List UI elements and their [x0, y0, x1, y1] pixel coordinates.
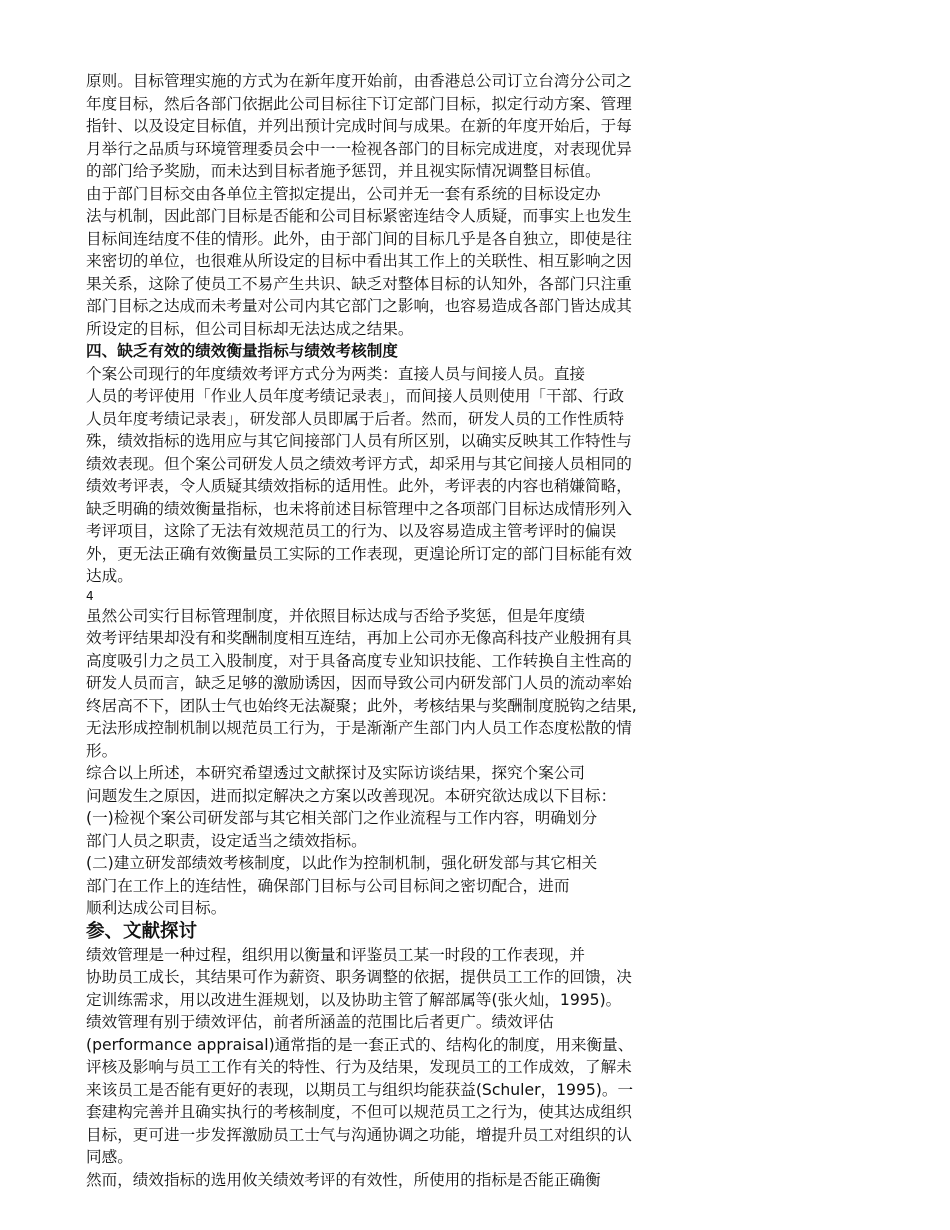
text-line: 绩效考评表，令人质疑其绩效指标的适用性。此外，考评表的内容也稍嫌简略，: [86, 477, 632, 495]
text-line: 法与机制，因此部门目标是否能和公司目标紧密连结令人质疑，而事实上也发生: [86, 207, 632, 225]
text-line: 定训练需求，用以改进生涯规划，以及协助主管了解部属等(张火灿，1995)。: [86, 990, 622, 1009]
text-line: 绩效表现。但个案公司研发人员之绩效考评方式，却采用与其它间接人员相同的: [86, 454, 632, 473]
text-line: 殊，绩效指标的选用应与其它间接部门人员有所区别，以确实反映其工作特性与: [86, 432, 632, 450]
text-line: 原则。目标管理实施的方式为在新年度开始前，由香港总公司订立台湾分公司之: [86, 72, 632, 90]
text-line: 高度吸引力之员工入股制度，对于具备高度专业知识技能、工作转换自主性高的: [86, 651, 632, 670]
text-line: 同感。: [86, 1148, 133, 1166]
chapter-heading: 参、文献探讨: [86, 920, 198, 942]
text-line: 无法形成控制机制以规范员工行为，于是渐渐产生部门内人员工作态度松散的情: [86, 719, 632, 737]
text-line: 绩效管理是一种过程，组织用以衡量和评鉴员工某一时段的工作表现，并: [86, 945, 586, 964]
text-line: 人员年度考绩记录表」，研发部人员即属于后者。然而，研发人员的工作性质特: [86, 409, 624, 428]
document-page: [86, 70, 746, 1191]
text-line: 问题发生之原因，进而拟定解决之方案以改善现况。本研究欲达成以下目标：: [86, 786, 617, 805]
text-line: 指针、以及设定目标值，并列出预计完成时间与成果。在新的年度开始后，于每: [86, 117, 632, 135]
text-line: 评核及影响与员工工作有关的特性、行为及结果，发现员工的工作成效，了解未: [86, 1058, 632, 1076]
text-line: 的部门给予奖励，而未达到目标者施予惩罚，并且视实际情况调整目标值。: [86, 162, 601, 180]
text-line: 个案公司现行的年度绩效考评方式分为两类：直接人员与间接人员。直接: [86, 364, 586, 383]
section-heading: 四、缺乏有效的绩效衡量指标与绩效考核制度: [86, 342, 398, 360]
text-line: 人员的考评使用「作业人员年度考绩记录表」，而间接人员则使用「干部、行政: [86, 387, 624, 405]
text-line: 年度目标，然后各部门依据此公司目标往下订定部门目标，拟定行动方案、管理: [86, 94, 632, 113]
text-line: 效考评结果却没有和奖酬制度相互连结，再加上公司亦无像高科技产业般拥有具: [86, 629, 632, 647]
text-line: 考评项目，这除了无法有效规范员工的行为、以及容易造成主管考评时的偏误: [86, 522, 617, 540]
text-line: 部门目标之达成而未考量对公司内其它部门之影响，也容易造成各部门皆达成其: [86, 297, 632, 315]
text-line: 由于部门目标交由各单位主管拟定提出，公司并无一套有系统的目标设定办: [86, 184, 601, 203]
text-line: 绩效管理有别于绩效评估，前者所涵盖的范围比后者更广。绩效评估: [86, 1013, 554, 1031]
text-line: 形。: [86, 741, 118, 760]
text-line: 顺利达成公司目标。: [86, 899, 227, 917]
text-line: 终居高不下，团队士气也始终无法凝聚；此外，考核结果与奖酬制度脱钩之结果,: [86, 696, 637, 715]
text-line: 缺乏明确的绩效衡量指标，也未将前述目标管理中之各项部门目标达成情形列入: [86, 499, 632, 518]
text-line: 目标间连结度不佳的情形。此外，由于部门间的目标几乎是各自独立，即使是往: [86, 229, 632, 248]
text-line: 月举行之品质与环境管理委员会中一一检视各部门的目标完成进度，对表现优异: [86, 139, 632, 158]
text-line: 所设定的目标，但公司目标却无法达成之结果。: [86, 319, 414, 338]
text-line: 目标，更可进一步发挥激励员工士气与沟通协调之功能，增提升员工对组织的认: [86, 1125, 632, 1144]
text-line: 外，更无法正确有效衡量员工实际的工作表现，更遑论所订定的部门目标能有效: [86, 544, 632, 563]
page-number: 4: [86, 588, 94, 603]
text-line: 研发人员而言，缺乏足够的激励诱因，因而导致公司内研发部门人员的流动率始: [86, 674, 632, 692]
text-line: 来密切的单位，也很难从所设定的目标中看出其工作上的关联性、相互影响之因: [86, 252, 632, 270]
text-line: 综合以上所述，本研究希望透过文献探讨及实际访谈结果，探究个案公司: [86, 764, 586, 782]
text-line: 达成。: [86, 567, 133, 585]
text-line: (二)建立研发部绩效考核制度，以此作为控制机制，强化研发部与其它相关: [86, 854, 598, 872]
text-line: (一)检视个案公司研发部与其它相关部门之作业流程与工作内容，明确划分: [86, 809, 598, 827]
text-line: 来该员工是否能有更好的表现，以期员工与组织均能获益(Schuler，1995)。一: [86, 1080, 634, 1099]
text-line: 果关系，这除了使员工不易产生共识、缺乏对整体目标的认知外，各部门只注重: [86, 274, 632, 293]
text-line: 协助员工成长，其结果可作为薪资、职务调整的依据，提供员工工作的回馈，决: [86, 968, 632, 986]
text-line: 虽然公司实行目标管理制度，并依照目标达成与否给予奖惩，但是年度绩: [86, 606, 586, 625]
text-line: 套建构完善并且确实执行的考核制度，不但可以规范员工之行为，使其达成组织: [86, 1103, 632, 1121]
text-line: 然而，绩效指标的选用攸关绩效考评的有效性，所使用的指标是否能正确衡: [86, 1170, 601, 1189]
text-line: 部门在工作上的连结性，确保部门目标与公司目标间之密切配合，进而: [86, 876, 570, 895]
text-line: 部门人员之职责，设定适当之绩效指标。: [86, 831, 367, 850]
text-line: (performance appraisal)通常指的是一套正式的、结构化的制度，用来衡量、: [86, 1035, 634, 1054]
